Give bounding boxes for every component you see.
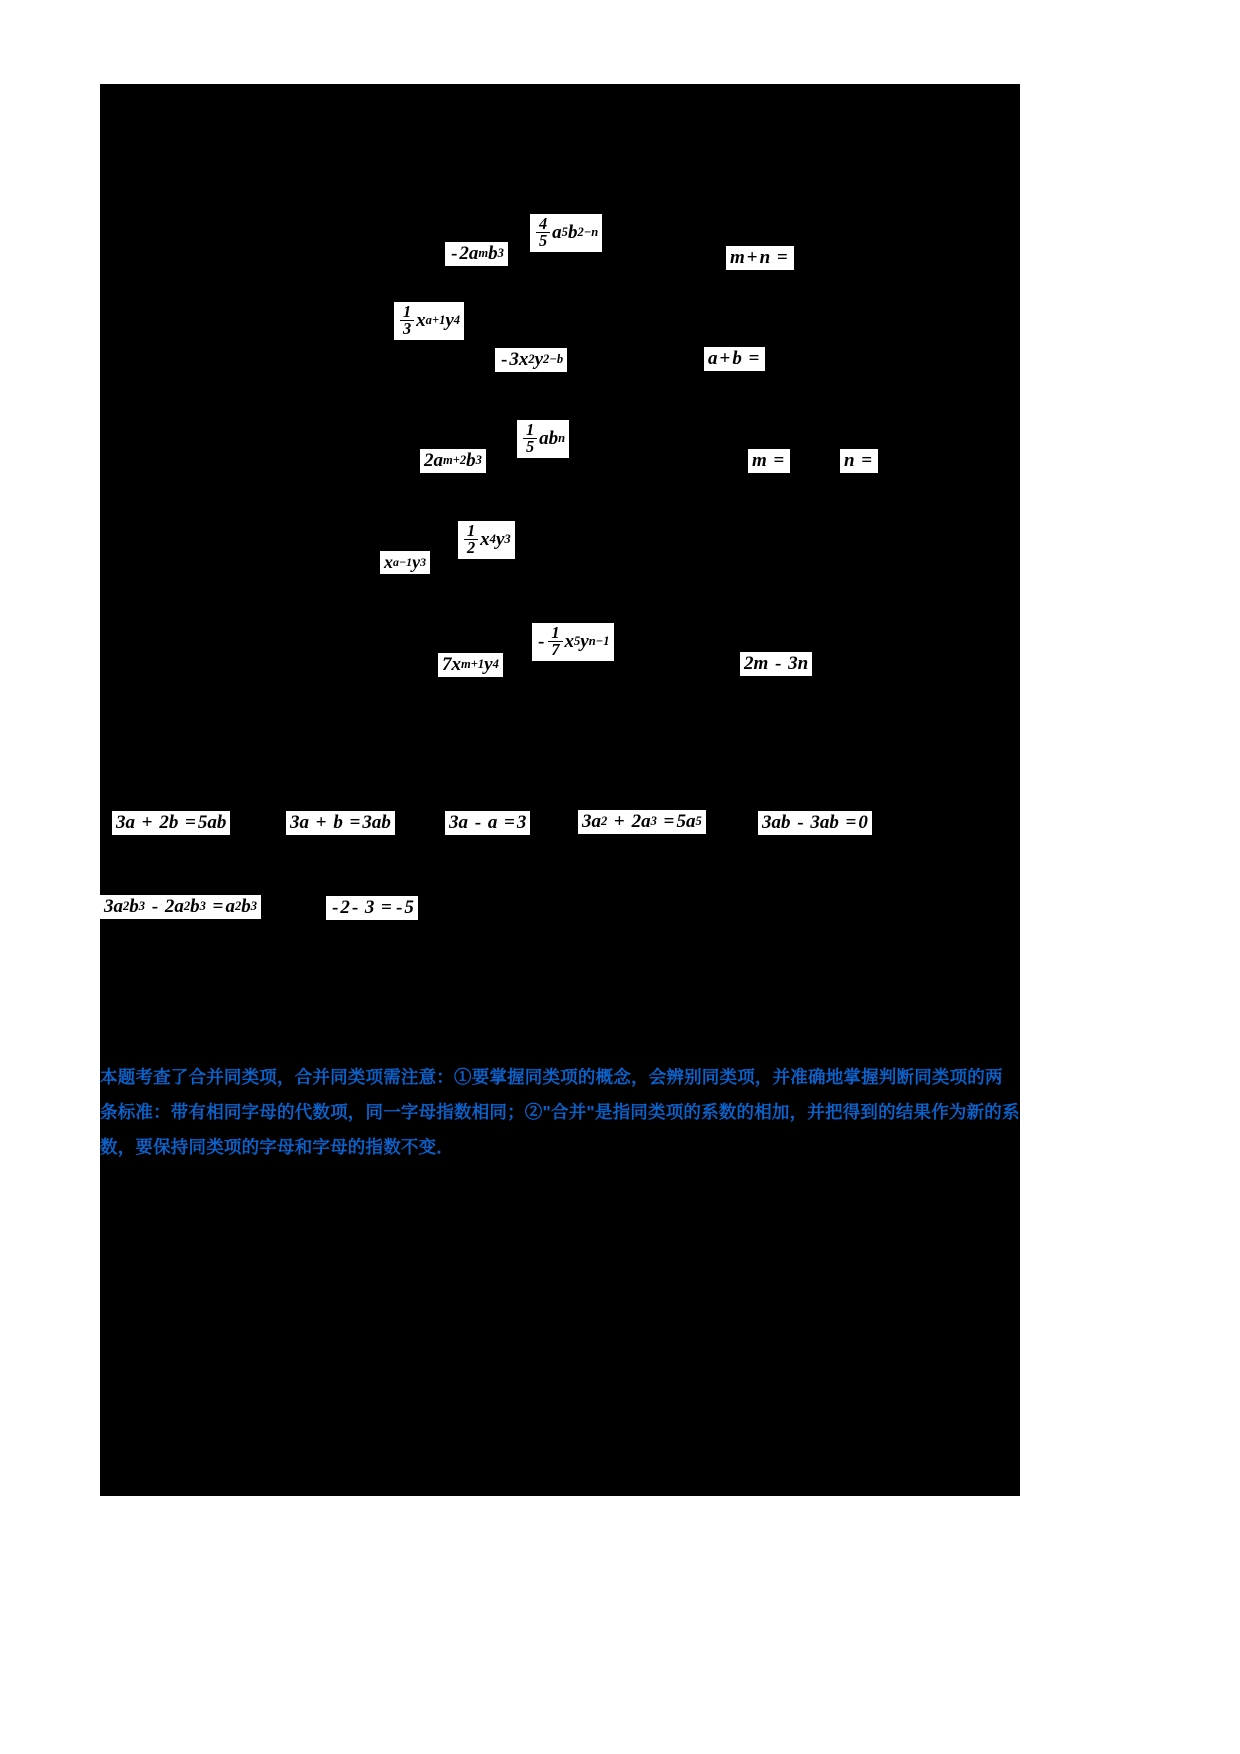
expression-chip: 2 a m+2 b 3 <box>420 449 486 473</box>
expression-chip: $\frac{1}{2}$ x 4 y 3 <box>458 521 515 559</box>
expression-chip: 3 a 2 b 3 - 2 a 2 b 3 = a 2 b 3 <box>100 895 261 919</box>
expression-chip: 3 ab - 3 ab = 0 <box>758 811 872 835</box>
expression-chip: a + b = <box>704 347 765 371</box>
explanation-note: 本题考查了合并同类项，合并同类项需注意：①要掌握同类项的概念，会辨别同类项，并准确地掌握判断同类项的两条标准：带有相同字母的代数项，同一字母指数相同；②"合并"是指同类项的系数的相加，并把得到的结果作为新的系数，要保持同类项的字母和字母的指数不变． <box>100 1067 1020 1157</box>
expression-chip: 3 a - a = 3 <box>445 811 530 835</box>
expression-chip: 3 a 2 + 2 a 3 = 5 a 5 <box>578 810 706 834</box>
expression-chip: m = <box>748 449 790 473</box>
expression-chip: 7 x m+1 y 4 <box>438 653 503 677</box>
expression-chip: 2 m - 3 n <box>740 652 812 676</box>
document-page <box>100 84 1020 1496</box>
expression-chip: - 2 a m b 3 <box>445 242 508 266</box>
expression-chip: $\frac{4}{5}$ a 5 b 2−n <box>530 214 602 252</box>
expression-chip: - $\frac{1}{7}$ x 5 y n−1 <box>532 623 614 661</box>
expression-chip: n = <box>840 449 878 473</box>
expression-chip: $\frac{1}{3}$ x a+1 y 4 <box>394 302 464 340</box>
expression-chip: m + n = <box>726 246 794 270</box>
expression-chip: 3 a + b = 3 ab <box>286 811 395 835</box>
expression-chip: 3 a + 2 b = 5 ab <box>112 811 230 835</box>
expression-chip: - 2 - 3 = - 5 <box>326 896 418 920</box>
expression-chip: $\frac{1}{5}$ ab n <box>517 420 569 458</box>
expression-chip: x a−1 y 3 <box>380 551 430 574</box>
expression-chip: - 3 x 2 y 2−b <box>495 348 567 372</box>
